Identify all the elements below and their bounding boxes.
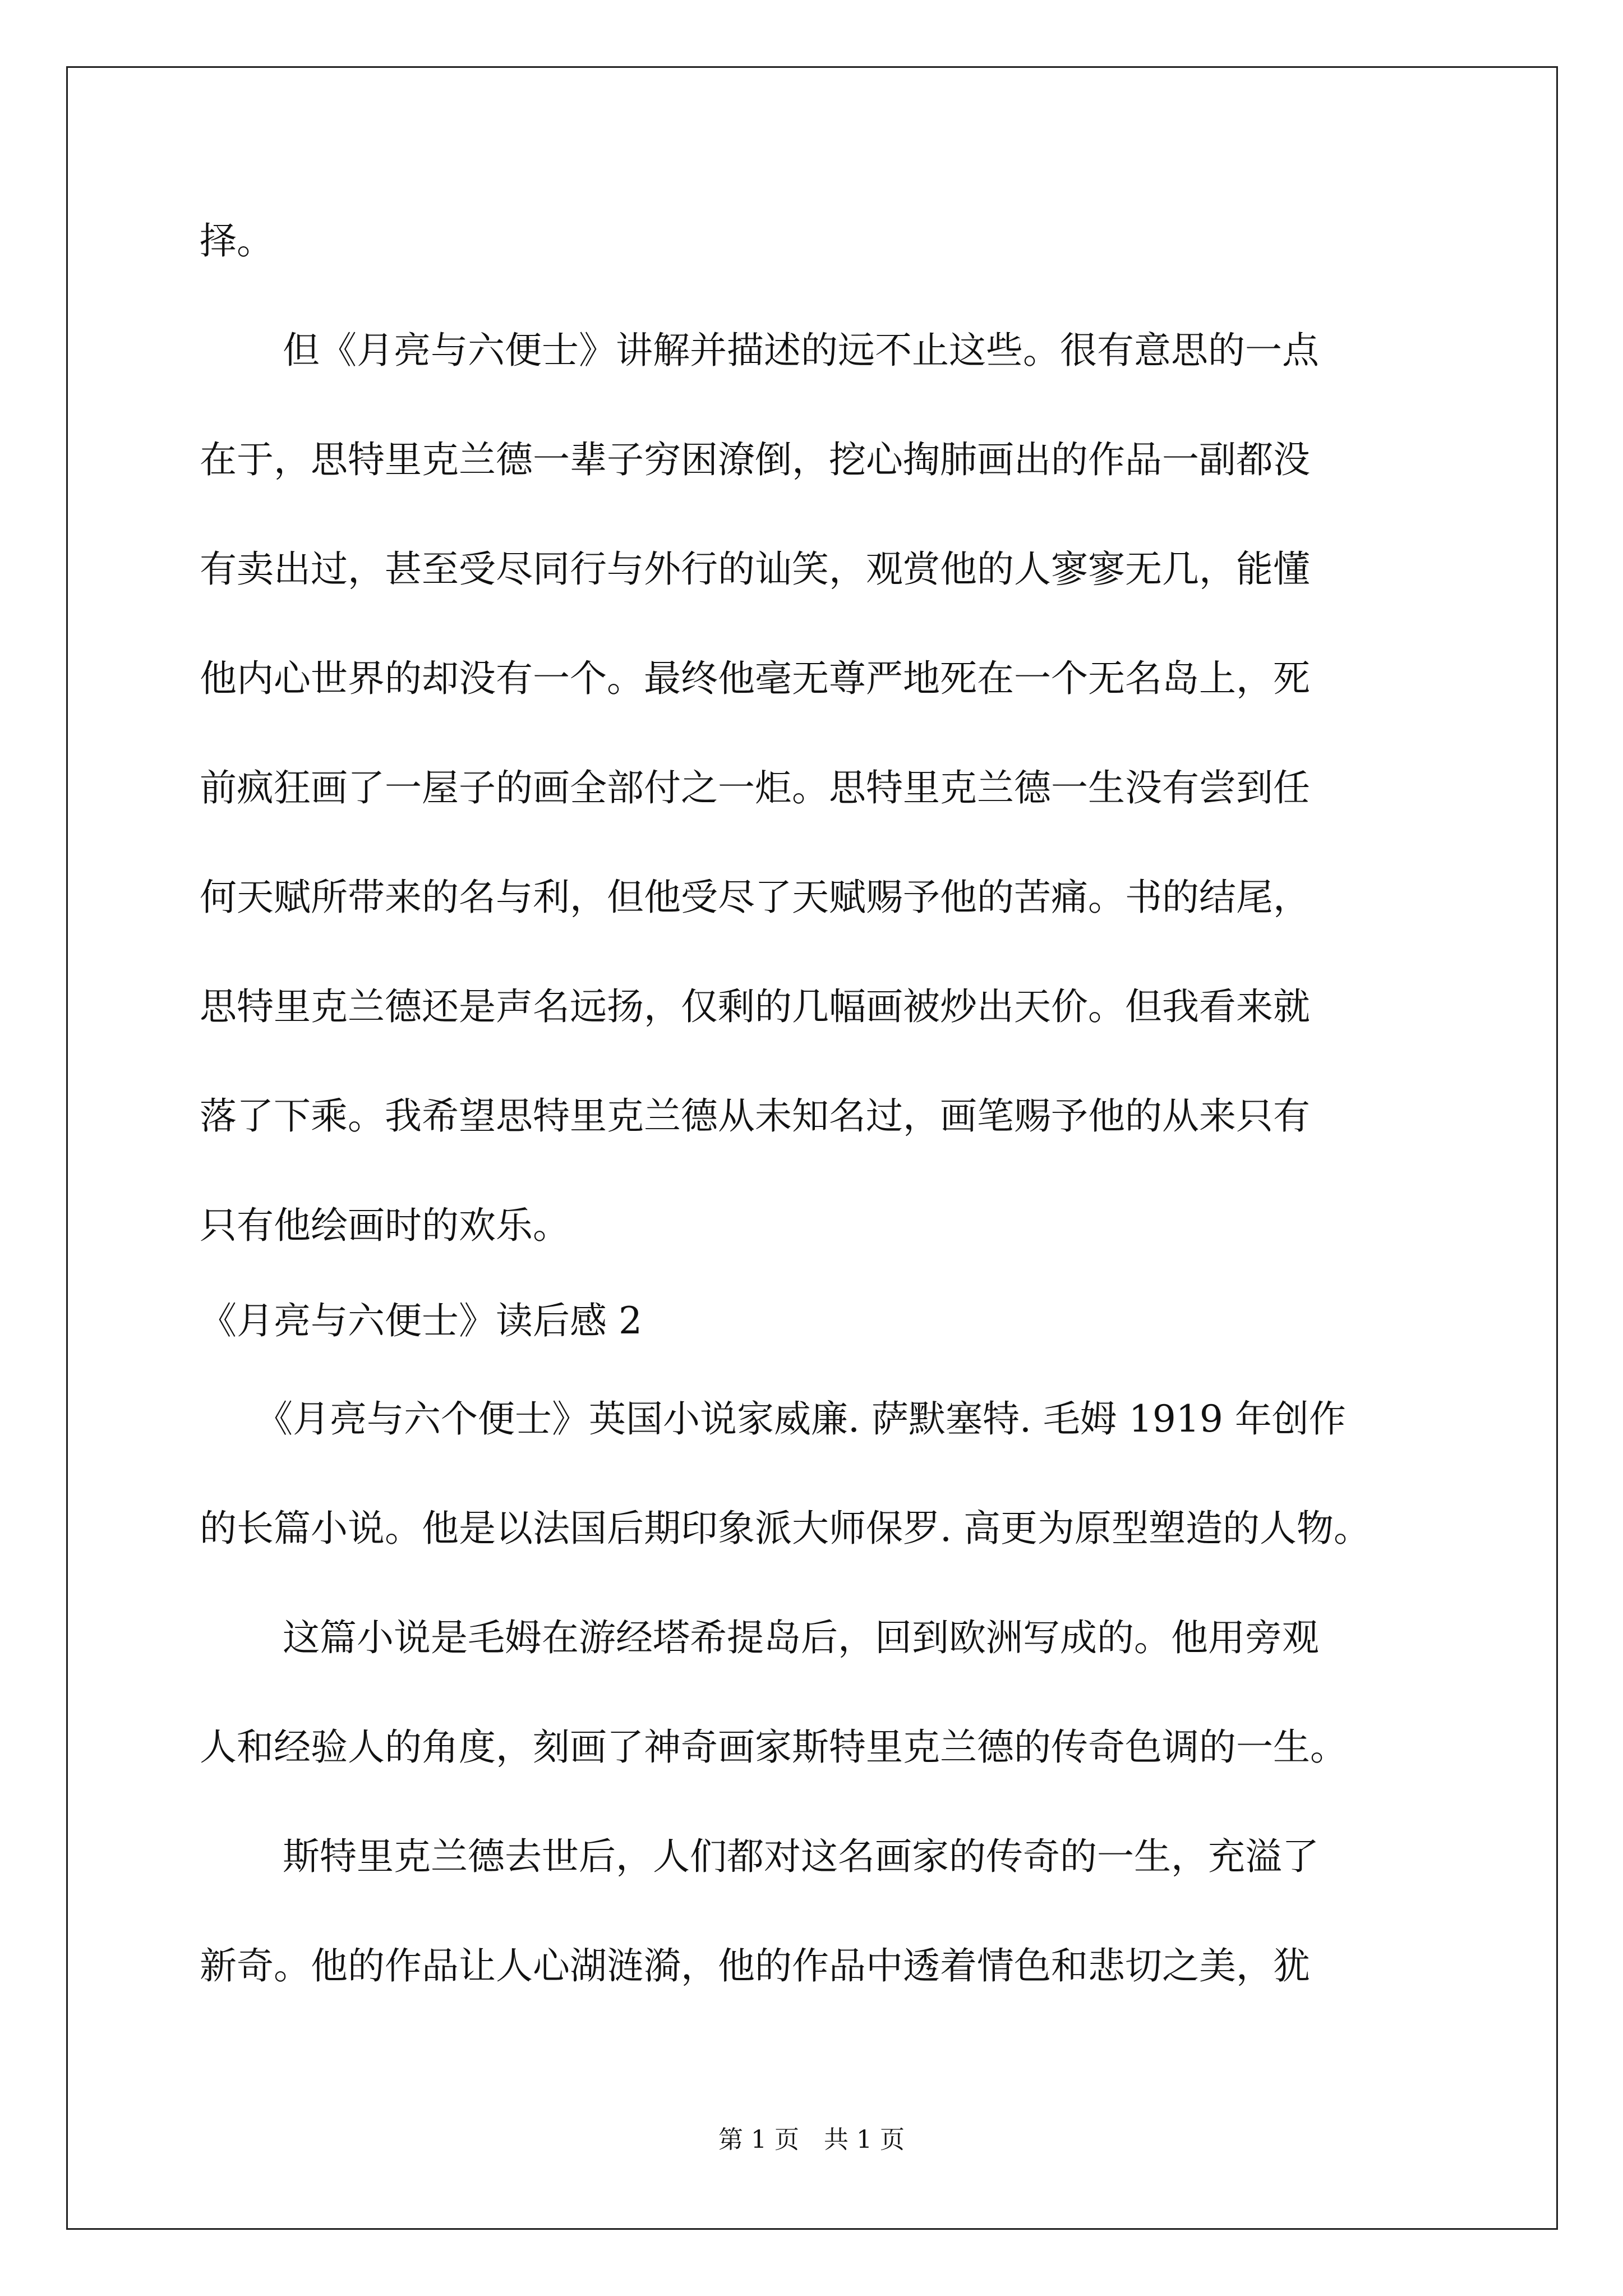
text-line: 在于，思特里克兰德一辈子穷困潦倒，挖心掏肺画出的作品一副都没 — [200, 438, 1310, 481]
page-number-footer: 第 1 页 共 1 页 — [718, 2125, 905, 2154]
text-line: 何天赋所带来的名与利，但他受尽了天赋赐予他的苦痛。书的结尾， — [200, 876, 1310, 919]
paragraph-start: 但《月亮与六便士》讲解并描述的远不止这些。很有意思的一点 — [283, 329, 1319, 372]
text-line: 他内心世界的却没有一个。最终他毫无尊严地死在一个无名岛上，死 — [200, 657, 1310, 700]
paragraph-start: 这篇小说是毛姆在游经塔希提岛后，回到欧洲写成的。他用旁观 — [283, 1616, 1319, 1659]
paragraph-start: 《月亮与六个便士》英国小说家威廉. 萨默塞特. 毛姆 1919 年创作 — [256, 1397, 1346, 1441]
text-line: 落了下乘。我希望思特里克兰德从未知名过，画笔赐予他的从来只有 — [200, 1094, 1310, 1138]
text-line: 择。 — [200, 219, 274, 263]
text-line: 前疯狂画了一屋子的画全部付之一炬。思特里克兰德一生没有尝到任 — [200, 766, 1310, 809]
text-line: 思特里克兰德还是声名远扬，仅剩的几幅画被炒出天价。但我看来就 — [200, 985, 1310, 1028]
text-line: 的长篇小说。他是以法国后期印象派大师保罗. 高更为原型塑造的人物。 — [200, 1507, 1371, 1550]
section-heading: 《月亮与六便士》读后感 2 — [200, 1299, 642, 1342]
text-line: 新奇。他的作品让人心湖涟漪，他的作品中透着情色和悲切之美，犹 — [200, 1944, 1310, 1987]
text-line: 只有他绘画时的欢乐。 — [200, 1204, 570, 1247]
text-line: 有卖出过，甚至受尽同行与外行的讪笑，观赏他的人寥寥无几，能懂 — [200, 547, 1310, 591]
paragraph-start: 斯特里克兰德去世后，人们都对这名画家的传奇的一生，充溢了 — [283, 1835, 1319, 1878]
text-line: 人和经验人的角度，刻画了神奇画家斯特里克兰德的传奇色调的一生。 — [200, 1726, 1347, 1769]
